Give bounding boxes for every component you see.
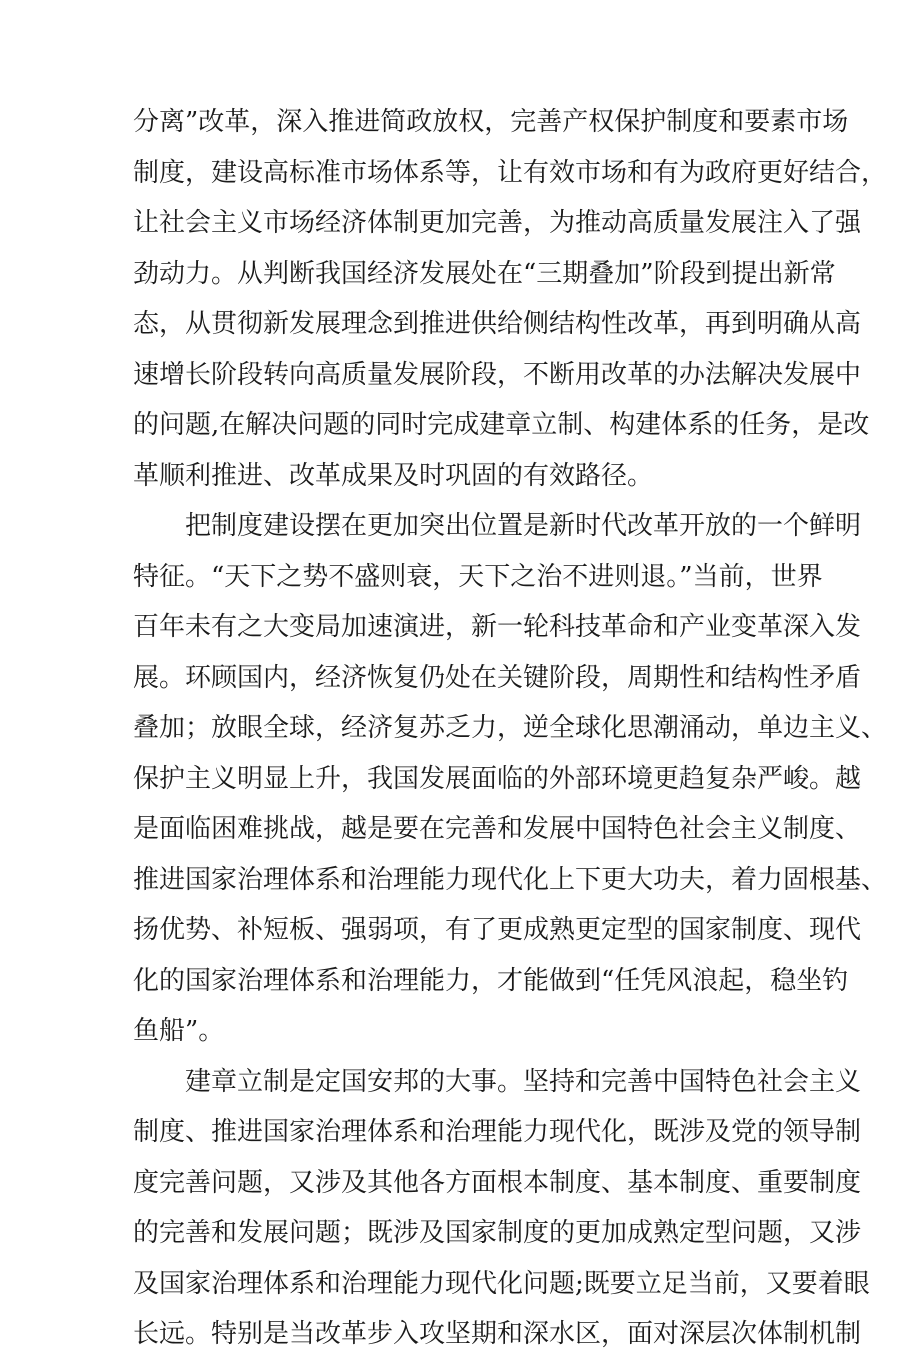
paragraph-2-line-3: 百年未有之大变局加速演进，新一轮科技革命和产业变革深入发 <box>133 612 862 642</box>
paragraph-1-line-1: 分离”改革，深入推进简政放权，完善产权保护制度和要素市场 <box>133 107 849 137</box>
paragraph-2-line-1: 把制度建设摆在更加突出位置是新时代改革开放的一个鲜明 <box>185 511 862 541</box>
paragraph-3-line-2: 制度、推进国家治理体系和治理能力现代化，既涉及党的领导制 <box>133 1117 862 1147</box>
paragraph-2-line-9: 扬优势、补短板、强弱项，有了更成熟更定型的国家制度、现代 <box>133 915 862 945</box>
paragraph-1-line-3: 让社会主义市场经济体制更加完善，为推动高质量发展注入了强 <box>133 208 862 238</box>
paragraph-1-line-2: 制度，建设高标准市场体系等，让有效市场和有为政府更好结合， <box>133 158 888 188</box>
paragraph-2-line-4: 展。环顾国内，经济恢复仍处在关键阶段，周期性和结构性矛盾 <box>133 663 862 693</box>
paragraph-2-line-2: 特征。“天下之势不盛则衰，天下之治不进则退。”当前，世界 <box>133 562 823 592</box>
paragraph-2-line-5: 叠加；放眼全球，经济复苏乏力，逆全球化思潮涌动，单边主义、 <box>133 713 888 743</box>
paragraph-1-line-7: 的问题,在解决问题的同时完成建章立制、构建体系的任务，是改 <box>133 410 870 440</box>
paragraph-3-line-6: 长远。特别是当改革步入攻坚期和深水区，面对深层次体制机制 <box>133 1319 862 1349</box>
paragraph-2-line-10: 化的国家治理体系和治理能力，才能做到“任凭风浪起，稳坐钓 <box>133 966 849 996</box>
paragraph-3-line-4: 的完善和发展问题；既涉及国家制度的更加成熟定型问题，又涉 <box>133 1218 862 1248</box>
paragraph-1-line-6: 速增长阶段转向高质量发展阶段，不断用改革的办法解决发展中 <box>133 360 862 390</box>
paragraph-3-line-3: 度完善问题，又涉及其他各方面根本制度、基本制度、重要制度 <box>133 1168 862 1198</box>
paragraph-3-line-1: 建章立制是定国安邦的大事。坚持和完善中国特色社会主义 <box>185 1067 862 1097</box>
paragraph-2-line-6: 保护主义明显上升，我国发展面临的外部环境更趋复杂严峻。越 <box>133 764 862 794</box>
paragraph-3-line-5: 及国家治理体系和治理能力现代化问题;既要立足当前，又要着眼 <box>133 1269 870 1299</box>
paragraph-1-line-5: 态，从贯彻新发展理念到推进供给侧结构性改革，再到明确从高 <box>133 309 862 339</box>
paragraph-2-line-7: 是面临困难挑战，越是要在完善和发展中国特色社会主义制度、 <box>133 814 862 844</box>
paragraph-2-line-8: 推进国家治理体系和治理能力现代化上下更大功夫，着力固根基、 <box>133 865 888 895</box>
paragraph-1-line-8: 革顺利推进、改革成果及时巩固的有效路径。 <box>133 461 654 491</box>
paragraph-1-line-4: 劲动力。从判断我国经济发展处在“三期叠加”阶段到提出新常 <box>133 259 836 289</box>
paragraph-2-line-11: 鱼船”。 <box>133 1016 225 1046</box>
